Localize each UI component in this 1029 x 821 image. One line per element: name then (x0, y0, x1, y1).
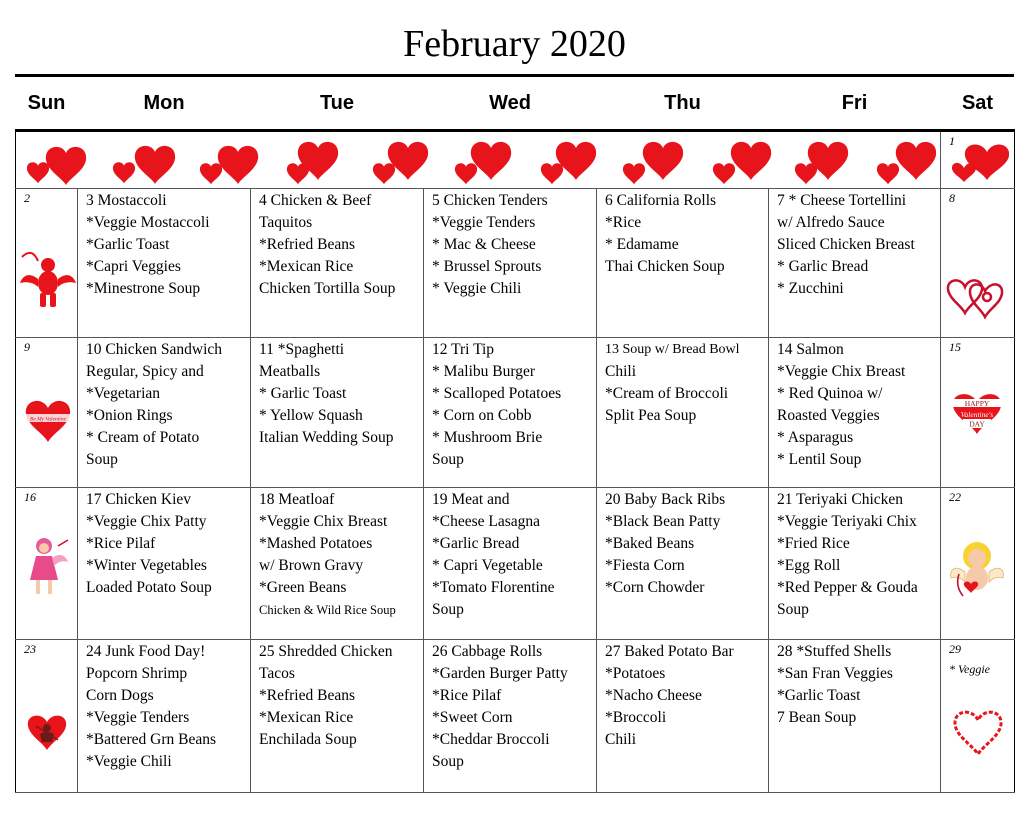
menu-list (769, 189, 940, 300)
day-cell-mon (78, 640, 251, 793)
menu-list (78, 189, 250, 300)
weekday-tue: Tue (251, 77, 424, 131)
sticker-text: DAY (969, 419, 985, 429)
menu-item: 19 Meat and (432, 491, 510, 508)
menu-list (78, 338, 250, 471)
menu-item: Chili (605, 731, 637, 748)
weekday-wed: Wed (424, 77, 597, 131)
menu-item: *Tomato Florentine (432, 579, 555, 596)
menu-item: *Garlic Bread (432, 535, 520, 552)
menu-list (769, 640, 940, 729)
menu-item: *Refried Beans (259, 236, 355, 253)
day-cell-mon (78, 189, 251, 338)
menu-item: * Malibu Burger (432, 363, 536, 380)
cupid-doll-icon (22, 534, 72, 596)
menu-item: *Sweet Corn (432, 709, 513, 726)
menu-item: *Veggie Mostaccoli (86, 214, 210, 231)
menu-list (251, 189, 423, 300)
menu-item: *Capri Veggies (86, 258, 181, 275)
day-number: 16 (24, 490, 36, 504)
menu-item: 25 Shredded Chicken (259, 643, 393, 660)
menu-item: *Fried Rice (777, 535, 850, 552)
menu-item: 4 Chicken & Beef (259, 192, 372, 209)
day-cell-thu (597, 640, 769, 793)
menu-item: Popcorn Shrimp (86, 665, 188, 682)
weekday-thu: Thu (597, 77, 769, 131)
day-number: 9 (24, 340, 30, 354)
sticker-text: Valentine's (960, 410, 994, 419)
menu-item: Meatballs (259, 363, 321, 380)
menu-item: Tacos (259, 665, 295, 682)
menu-list (78, 488, 250, 599)
menu-item: 6 California Rolls (605, 192, 717, 209)
hearts-row (16, 131, 1015, 189)
weekday-sun: Sun (16, 77, 78, 131)
menu-item: *Red Pepper & Gouda (777, 579, 918, 596)
menu-item: * Asparagus (777, 429, 854, 446)
menu-item: *Veggie Chix Breast (777, 363, 906, 380)
menu-item: *Veggie Tenders (432, 214, 536, 231)
menu-item: * Yellow Squash (259, 407, 363, 424)
menu-item: *San Fran Veggies (777, 665, 893, 682)
menu-list (597, 338, 768, 427)
menu-item: *Nacho Cheese (605, 687, 702, 704)
menu-item: 14 Salmon (777, 341, 844, 358)
menu-item: Soup (432, 601, 464, 618)
menu-item: *Rice Pilaf (86, 535, 156, 552)
day-cell-sat (941, 338, 1015, 488)
menu-item: 12 Tri Tip (432, 341, 495, 358)
day-cell-mon (78, 488, 251, 640)
menu-item: Thai Chicken Soup (605, 258, 725, 275)
menu-item: 13 Soup w/ Bread Bowl (605, 342, 740, 357)
menu-item: Chili (605, 363, 637, 380)
day-cell-fri (769, 488, 941, 640)
menu-item: Italian Wedding Soup (259, 429, 394, 446)
menu-item: 24 Junk Food Day! (86, 643, 206, 660)
menu-item: Roasted Veggies (777, 407, 880, 424)
menu-item: *Mashed Potatoes (259, 535, 373, 552)
menu-item: Split Pea Soup (605, 407, 697, 424)
menu-item: *Cheddar Broccoli (432, 731, 550, 748)
menu-item: *Refried Beans (259, 687, 355, 704)
menu-item: *Veggie Chix Breast (259, 513, 388, 530)
menu-item: * Mushroom Brie (432, 429, 543, 446)
day-cell-sat (941, 488, 1015, 640)
menu-item: *Veggie Tenders (86, 709, 190, 726)
menu-list (769, 338, 940, 471)
menu-item: * Red Quinoa w/ (777, 385, 883, 402)
menu-item: Soup (432, 451, 464, 468)
menu-list (597, 488, 768, 599)
cherub-icon (949, 538, 1005, 600)
menu-list (597, 640, 768, 751)
sticker-text: Be My Valentine (29, 416, 67, 423)
weekday-fri: Fri (769, 77, 941, 131)
menu-item: *Minestrone Soup (86, 280, 201, 297)
day-cell-fri (769, 640, 941, 793)
menu-item: w/ Brown Gravy (259, 557, 364, 574)
menu-item: * Garlic Toast (259, 385, 347, 402)
menu-item: 10 Chicken Sandwich (86, 341, 223, 358)
menu-item: *Onion Rings (86, 407, 173, 424)
menu-item: 28 *Stuffed Shells (777, 643, 892, 660)
menu-item: *Veggie Teriyaki Chix (777, 513, 917, 530)
menu-item: * Edamame (605, 236, 679, 253)
menu-item: *Battered Grn Beans (86, 731, 216, 748)
menu-item: Soup (432, 753, 464, 770)
heart-cupid-icon (26, 712, 68, 752)
day-number: 8 (949, 191, 955, 205)
day-cell-sat (941, 131, 1015, 189)
day-cell-sun (16, 338, 78, 488)
day-cell-wed (424, 488, 597, 640)
heart-icon (949, 138, 1009, 184)
day-number: 15 (949, 340, 961, 354)
menu-item: * Zucchini (777, 280, 844, 297)
weekday-header-row (16, 77, 1015, 131)
cupid-icon (18, 249, 76, 309)
menu-item: *Green Beans (259, 579, 347, 596)
menu-list (424, 488, 596, 621)
menu-item: *Veggie Chix Patty (86, 513, 207, 530)
menu-item: 18 Meatloaf (259, 491, 335, 508)
day-cell-thu (597, 338, 769, 488)
day-cell-sun (16, 488, 78, 640)
weekday-mon: Mon (78, 77, 251, 131)
menu-item: * Brussel Sprouts (432, 258, 542, 275)
heart-outline-icon (951, 706, 1005, 756)
menu-item: *Vegetarian (86, 385, 161, 402)
menu-list (251, 640, 423, 751)
day-cell-fri (769, 338, 941, 488)
day-cell-sun (16, 189, 78, 338)
menu-item: *Cream of Broccoli (605, 385, 729, 402)
menu-item: * Capri Vegetable (432, 557, 543, 574)
day-cell-wed (424, 640, 597, 793)
day-cell-wed (424, 338, 597, 488)
calendar-grid (15, 77, 1015, 793)
menu-item: Chicken Tortilla Soup (259, 280, 396, 297)
week-row (16, 488, 1015, 640)
happy-valentines-day-icon (947, 390, 1007, 436)
day-number: 29 (949, 642, 961, 656)
weekday-sat: Sat (941, 77, 1015, 131)
menu-item: Sliced Chicken Breast (777, 236, 915, 253)
menu-item: *Garlic Toast (777, 687, 861, 704)
day-cell-fri (769, 189, 941, 338)
menu-item: 26 Cabbage Rolls (432, 643, 543, 660)
day-cell-tue (251, 488, 424, 640)
be-my-valentine-heart-icon (24, 396, 72, 444)
menu-list (769, 488, 940, 621)
menu-item: * Lentil Soup (777, 451, 862, 468)
day-cell-sat (941, 189, 1015, 338)
menu-item: *Broccoli (605, 709, 667, 726)
menu-item: 20 Baby Back Ribs (605, 491, 726, 508)
menu-item: * Scalloped Potatoes (432, 385, 562, 402)
menu-item: 17 Chicken Kiev (86, 491, 192, 508)
heart-icon (27, 142, 936, 185)
menu-item: *Black Bean Patty (605, 513, 721, 530)
menu-item: 3 Mostaccoli (86, 192, 167, 209)
menu-item: *Veggie Chili (86, 753, 172, 770)
day-cell-tue (251, 338, 424, 488)
hearts-decoration (16, 132, 940, 188)
menu-list (78, 640, 250, 773)
day-number: 1 (949, 134, 955, 148)
day-cell-sat (941, 640, 1015, 793)
menu-item: Enchilada Soup (259, 731, 357, 748)
menu-item: *Potatoes (605, 665, 666, 682)
double-heart-icon (945, 273, 1007, 321)
menu-item: *Mexican Rice (259, 258, 354, 275)
week-row (16, 189, 1015, 338)
menu-item: *Mexican Rice (259, 709, 354, 726)
menu-item: * Mac & Cheese (432, 236, 536, 253)
menu-item: Soup (777, 601, 809, 618)
sticker-text: HAPPY (964, 399, 990, 408)
menu-item: * Veggie Chili (432, 280, 522, 297)
menu-item: *Baked Beans (605, 535, 695, 552)
calendar-title: February 2020 (403, 23, 626, 65)
day-cell-sun (16, 640, 78, 793)
menu-list (424, 640, 596, 773)
menu-item: 11 *Spaghetti (259, 341, 345, 358)
menu-item: 21 Teriyaki Chicken (777, 491, 904, 508)
day-cell-tue (251, 640, 424, 793)
menu-item: w/ Alfredo Sauce (777, 214, 885, 231)
menu-item: Chicken & Wild Rice Soup (259, 603, 396, 617)
week-row (16, 338, 1015, 488)
menu-item: * Corn on Cobb (432, 407, 532, 424)
menu-list (424, 189, 596, 300)
menu-item: Corn Dogs (86, 687, 154, 704)
menu-item: 7 * Cheese Tortellini (777, 192, 907, 209)
menu-list (251, 488, 423, 621)
menu-item: *Cheese Lasagna (432, 513, 541, 530)
menu-item: *Garden Burger Patty (432, 665, 568, 682)
menu-item: *Corn Chowder (605, 579, 705, 596)
hearts-banner (16, 131, 941, 189)
menu-item: *Rice (605, 214, 642, 231)
menu-item: * Cream of Potato (86, 429, 200, 446)
menu-item: *Rice Pilaf (432, 687, 502, 704)
day-cell-tue (251, 189, 424, 338)
menu-item: Regular, Spicy and (86, 363, 204, 380)
day-cell-wed (424, 189, 597, 338)
menu-item: 7 Bean Soup (777, 709, 857, 726)
menu-item: *Egg Roll (777, 557, 841, 574)
day-number: 2 (24, 191, 30, 205)
week-row (16, 640, 1015, 793)
menu-item: Taquitos (259, 214, 313, 231)
day-number: 23 (24, 642, 36, 656)
menu-item: Loaded Potato Soup (86, 579, 212, 596)
menu-item: 5 Chicken Tenders (432, 192, 548, 209)
day-cell-thu (597, 189, 769, 338)
menu-item: * Garlic Bread (777, 258, 869, 275)
day-cell-mon (78, 338, 251, 488)
day-note: * Veggie (949, 662, 990, 676)
day-cell-thu (597, 488, 769, 640)
menu-item: *Fiesta Corn (605, 557, 685, 574)
menu-list (251, 338, 423, 449)
menu-list (424, 338, 596, 471)
menu-list (597, 189, 768, 278)
menu-item: *Garlic Toast (86, 236, 170, 253)
menu-item: 27 Baked Potato Bar (605, 643, 734, 660)
menu-item: Soup (86, 451, 118, 468)
menu-item: *Winter Vegetables (86, 557, 207, 574)
day-number: 22 (949, 490, 961, 504)
